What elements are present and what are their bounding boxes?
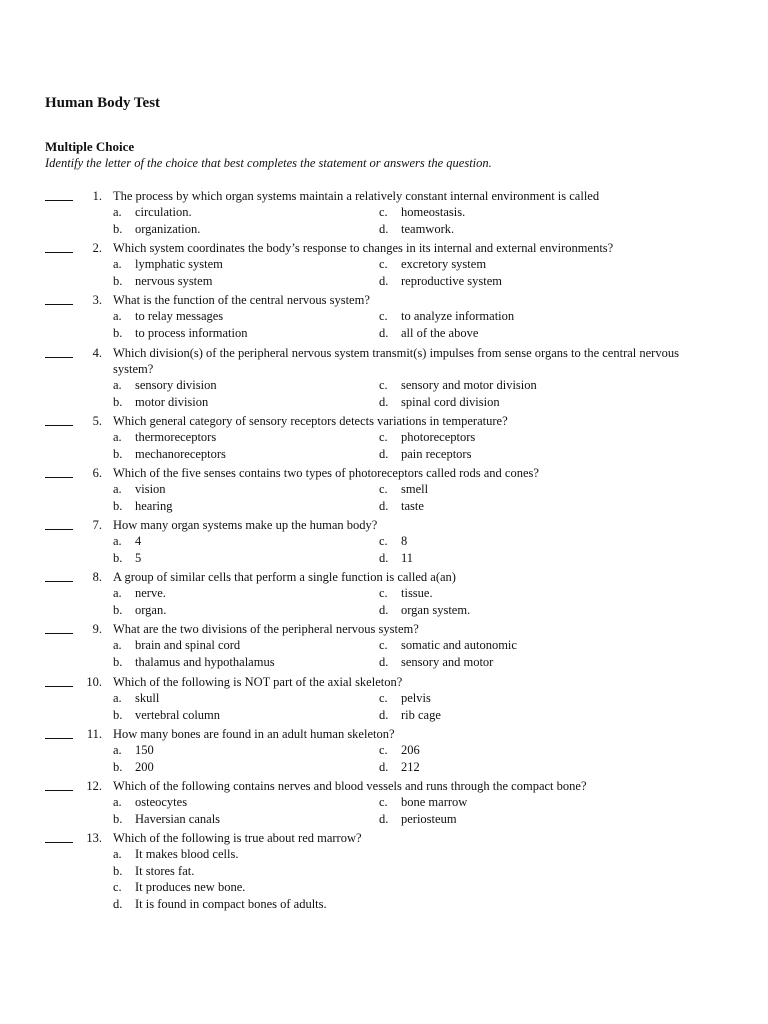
option-letter: a. <box>113 743 122 757</box>
option-text: to process information <box>135 325 248 340</box>
option-text: sensory and motor <box>401 654 494 669</box>
option-text: It produces new bone. <box>135 880 246 894</box>
question-number: 10. <box>86 675 102 689</box>
answer-option[interactable] <box>379 308 514 324</box>
option-letter: d. <box>379 811 389 826</box>
option-text: sensory division <box>135 378 217 392</box>
option-letter: d. <box>379 446 389 461</box>
option-text: vision <box>135 482 166 496</box>
option-letter: a. <box>113 795 122 809</box>
answer-blank[interactable] <box>45 304 73 305</box>
option-text: photoreceptors <box>401 430 476 444</box>
section-heading: Multiple Choice <box>45 139 135 154</box>
option-letter: b. <box>113 550 123 565</box>
option-text: 4 <box>135 534 142 548</box>
option-letter: d. <box>379 602 389 617</box>
answer-blank[interactable] <box>45 252 73 253</box>
option-text: all of the above <box>401 325 479 340</box>
answer-option[interactable] <box>379 481 428 497</box>
option-text: lymphatic system <box>135 257 223 271</box>
option-text: pelvis <box>401 691 431 705</box>
question-number: 1. <box>92 189 102 203</box>
question-text: What is the function of the central nervous system? <box>113 293 370 307</box>
option-letter: d. <box>379 550 389 565</box>
option-letter: c. <box>379 309 388 323</box>
answer-option[interactable] <box>113 550 141 566</box>
answer-option[interactable] <box>379 585 433 601</box>
option-letter: d. <box>379 394 389 409</box>
answer-option[interactable] <box>379 742 420 758</box>
option-text: Haversian canals <box>135 811 221 826</box>
option-letter: b. <box>113 446 123 461</box>
answer-option[interactable] <box>113 602 166 618</box>
option-text: reproductive system <box>401 273 503 288</box>
answer-option[interactable] <box>379 204 465 220</box>
answer-option[interactable] <box>379 654 493 670</box>
answer-blank[interactable] <box>45 200 73 201</box>
option-text: organ system. <box>401 602 471 617</box>
answer-option[interactable] <box>113 498 172 514</box>
answer-blank[interactable] <box>45 581 73 582</box>
option-text: excretory system <box>401 257 487 271</box>
option-text: thermoreceptors <box>135 430 217 444</box>
answer-option[interactable] <box>113 533 141 549</box>
option-letter: a. <box>113 534 122 548</box>
question-text: Which of the following contains nerves and blood vessels and runs through the compact bone? <box>113 779 587 793</box>
option-letter: b. <box>113 602 123 617</box>
answer-option[interactable] <box>379 325 478 341</box>
answer-option[interactable] <box>379 446 471 462</box>
option-letter: d. <box>379 759 389 774</box>
question-text: Which of the following is true about red marrow? <box>113 831 362 845</box>
answer-option[interactable] <box>113 654 275 670</box>
answer-option[interactable] <box>379 690 431 706</box>
answer-option[interactable] <box>379 550 413 566</box>
question-number: 5. <box>92 414 102 428</box>
option-text: rib cage <box>401 707 441 722</box>
option-letter: d. <box>379 325 389 340</box>
instructions-text: Identify the letter of the choice that best completes the statement or answers the question. <box>45 156 492 170</box>
answer-blank[interactable] <box>45 529 73 530</box>
answer-option[interactable] <box>379 498 424 514</box>
option-text: smell <box>401 482 429 496</box>
option-text: It stores fat. <box>135 863 195 878</box>
answer-option[interactable] <box>379 811 457 827</box>
option-text: thalamus and hypothalamus <box>135 654 275 669</box>
answer-option[interactable] <box>113 325 247 341</box>
option-letter: b. <box>113 759 123 774</box>
option-letter: d. <box>379 707 389 722</box>
question-text: A group of similar cells that perform a single function is called a(an) <box>113 570 456 584</box>
option-letter: b. <box>113 498 123 513</box>
option-letter: b. <box>113 811 123 826</box>
answer-option[interactable] <box>379 221 454 237</box>
option-letter: a. <box>113 309 122 323</box>
option-text: nervous system <box>135 273 213 288</box>
answer-option[interactable] <box>113 690 159 706</box>
option-letter: c. <box>379 482 388 496</box>
answer-option[interactable] <box>379 533 407 549</box>
answer-blank[interactable] <box>45 425 73 426</box>
option-letter: b. <box>113 394 123 409</box>
option-letter: c. <box>113 880 122 894</box>
question-number: 9. <box>92 622 102 636</box>
option-letter: c. <box>379 638 388 652</box>
answer-option[interactable] <box>379 759 420 775</box>
option-text: 150 <box>135 743 154 757</box>
option-text: to analyze information <box>401 309 515 323</box>
answer-option[interactable] <box>113 446 226 462</box>
option-letter: b. <box>113 863 123 878</box>
answer-option[interactable] <box>113 429 216 445</box>
option-letter: c. <box>379 691 388 705</box>
answer-option[interactable] <box>113 585 166 601</box>
answer-option[interactable] <box>113 256 223 272</box>
question-text: Which of the following is NOT part of the axial skeleton? <box>113 675 403 689</box>
option-letter: c. <box>379 795 388 809</box>
option-text: 206 <box>401 743 420 757</box>
option-text: motor division <box>135 394 209 409</box>
option-text: hearing <box>135 498 173 513</box>
option-text: periosteum <box>401 811 457 826</box>
answer-option[interactable] <box>379 394 500 410</box>
answer-option[interactable] <box>379 794 467 810</box>
question-number: 6. <box>92 466 102 480</box>
answer-option[interactable] <box>113 221 200 237</box>
question-text: Which of the five senses contains two types of photoreceptors called rods and cones? <box>113 466 539 480</box>
answer-option[interactable] <box>379 429 475 445</box>
answer-option[interactable] <box>379 637 517 653</box>
option-letter: a. <box>113 430 122 444</box>
option-text: teamwork. <box>401 221 455 236</box>
answer-option[interactable] <box>379 377 537 393</box>
answer-option[interactable] <box>379 256 486 272</box>
answer-option[interactable] <box>113 742 154 758</box>
option-text: It is found in compact bones of adults. <box>135 896 327 911</box>
option-letter: a. <box>113 586 122 600</box>
answer-option[interactable] <box>113 846 238 862</box>
option-letter: d. <box>379 498 389 513</box>
option-letter: a. <box>113 205 122 219</box>
option-letter: d. <box>379 221 389 236</box>
option-letter: c. <box>379 534 388 548</box>
option-text: skull <box>135 691 160 705</box>
option-letter: a. <box>113 638 122 652</box>
question-number: 13. <box>86 831 102 845</box>
option-letter: a. <box>113 257 122 271</box>
question-number: 2. <box>92 241 102 255</box>
question-number: 7. <box>92 518 102 532</box>
option-letter: a. <box>113 378 122 392</box>
option-letter: c. <box>379 378 388 392</box>
option-text: sensory and motor division <box>401 378 537 392</box>
option-text: tissue. <box>401 586 433 600</box>
option-text: to relay messages <box>135 309 224 323</box>
option-text: It makes blood cells. <box>135 847 239 861</box>
answer-option[interactable] <box>113 481 166 497</box>
option-text: pain receptors <box>401 446 472 461</box>
question-number: 11. <box>86 727 102 741</box>
option-letter: d. <box>113 896 123 911</box>
question-number: 4. <box>92 346 102 360</box>
option-text: bone marrow <box>401 795 468 809</box>
option-text: 5 <box>135 550 142 565</box>
option-letter: b. <box>113 654 123 669</box>
option-letter: c. <box>379 257 388 271</box>
question-number: 3. <box>92 293 102 307</box>
answer-blank[interactable] <box>45 477 73 478</box>
option-text: 8 <box>401 534 408 548</box>
option-text: mechanoreceptors <box>135 446 226 461</box>
answer-option[interactable] <box>113 308 223 324</box>
answer-option[interactable] <box>379 273 502 289</box>
option-letter: a. <box>113 691 122 705</box>
answer-option[interactable] <box>113 863 194 879</box>
option-text: vertebral column <box>135 707 221 722</box>
option-text: osteocytes <box>135 795 188 809</box>
question-text: What are the two divisions of the peripheral nervous system? <box>113 622 419 636</box>
answer-option[interactable] <box>113 637 240 653</box>
answer-option[interactable] <box>113 896 327 912</box>
option-letter: b. <box>113 325 123 340</box>
answer-option[interactable] <box>113 273 212 289</box>
answer-option[interactable] <box>113 394 208 410</box>
answer-option[interactable] <box>379 707 441 723</box>
option-text: organ. <box>135 602 167 617</box>
option-text: organization. <box>135 221 201 236</box>
option-text: taste <box>401 498 424 513</box>
option-text: 200 <box>135 759 154 774</box>
option-letter: b. <box>113 221 123 236</box>
answer-blank[interactable] <box>45 686 73 687</box>
option-letter: a. <box>113 847 122 861</box>
answer-option[interactable] <box>113 811 220 827</box>
option-letter: b. <box>113 707 123 722</box>
answer-option[interactable] <box>113 759 154 775</box>
option-text: brain and spinal cord <box>135 638 241 652</box>
question-number: 12. <box>86 779 102 793</box>
answer-option[interactable] <box>113 879 245 895</box>
option-letter: b. <box>113 273 123 288</box>
option-letter: c. <box>379 205 388 219</box>
question-text: Which division(s) of the peripheral nervous system transmit(s) impulses from sense organs to the central nervous system? <box>113 346 679 376</box>
option-text: 212 <box>401 759 420 774</box>
option-text: circulation. <box>135 205 192 219</box>
option-text: homeostasis. <box>401 205 466 219</box>
option-text: spinal cord division <box>401 394 500 409</box>
answer-blank[interactable] <box>45 357 73 358</box>
option-letter: c. <box>379 430 388 444</box>
option-letter: c. <box>379 586 388 600</box>
answer-blank[interactable] <box>45 842 73 843</box>
option-letter: d. <box>379 654 389 669</box>
answer-option[interactable] <box>379 602 470 618</box>
question-text: How many organ systems make up the human body? <box>113 518 378 532</box>
question-text: The process by which organ systems maintain a relatively constant internal environment is called <box>113 189 600 203</box>
question-text: Which system coordinates the body’s response to changes in its internal and external environments? <box>113 241 614 255</box>
question-text: Which general category of sensory receptors detects variations in temperature? <box>113 414 508 428</box>
option-text: somatic and autonomic <box>401 638 517 652</box>
question-number: 8. <box>92 570 102 584</box>
option-text: nerve. <box>135 586 166 600</box>
answer-option[interactable] <box>113 707 220 723</box>
option-letter: c. <box>379 743 388 757</box>
answer-option[interactable] <box>113 377 217 393</box>
option-text: 11 <box>401 550 414 565</box>
option-letter: d. <box>379 273 389 288</box>
answer-blank[interactable] <box>45 633 73 634</box>
answer-option[interactable] <box>113 794 187 810</box>
document-title: Human Body Test <box>45 95 161 111</box>
answer-blank[interactable] <box>45 738 73 739</box>
answer-option[interactable] <box>113 204 192 220</box>
question-text: How many bones are found in an adult human skeleton? <box>113 727 395 741</box>
answer-blank[interactable] <box>45 790 73 791</box>
option-letter: a. <box>113 482 122 496</box>
